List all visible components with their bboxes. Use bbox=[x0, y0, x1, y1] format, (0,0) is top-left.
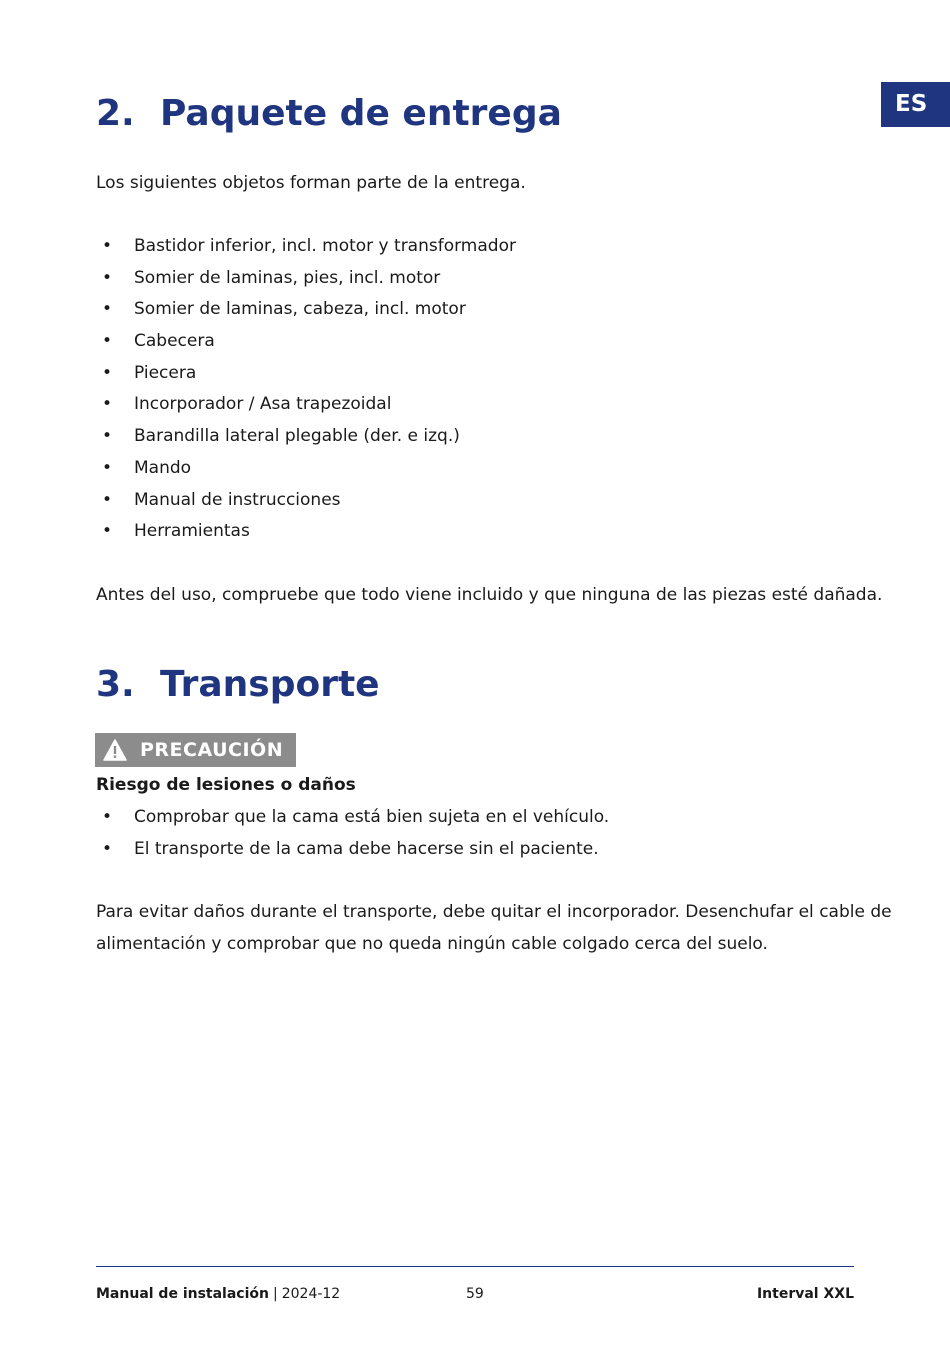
delivery-check-note: Antes del uso, compruebe que todo viene incluido y que ninguna de las piezas esté dañada. bbox=[96, 585, 883, 605]
bullet-icon: • bbox=[102, 236, 113, 256]
bullet-icon: • bbox=[102, 807, 113, 827]
footer-separator: | bbox=[273, 1286, 278, 1302]
list-item bbox=[96, 516, 516, 548]
list-item bbox=[96, 421, 516, 453]
list-item-text: Herramientas bbox=[134, 521, 250, 542]
list-item bbox=[96, 231, 516, 263]
footer-doc-info bbox=[96, 1283, 340, 1305]
section-number: 3. bbox=[96, 664, 135, 705]
bullet-icon: • bbox=[102, 426, 113, 447]
warning-triangle-icon bbox=[103, 739, 127, 761]
list-item-text: Comprobar que la cama está bien sujeta en el vehículo. bbox=[134, 807, 610, 827]
bullet-icon: • bbox=[102, 362, 113, 383]
section-heading-delivery bbox=[96, 92, 562, 136]
section-heading-transport bbox=[96, 663, 380, 707]
list-item bbox=[96, 263, 516, 295]
list-item-text: Mando bbox=[134, 457, 192, 478]
list-item-text: El transporte de la cama debe hacerse sin el paciente. bbox=[134, 838, 599, 859]
list-item-text: Barandilla lateral plegable (der. e izq.) bbox=[134, 426, 460, 447]
language-tab: ES bbox=[881, 82, 950, 127]
list-item bbox=[96, 326, 516, 358]
list-item-text: Somier de laminas, pies, incl. motor bbox=[134, 267, 441, 288]
transport-warning-list bbox=[96, 802, 609, 865]
bullet-icon: • bbox=[102, 394, 113, 415]
section-title: Transporte bbox=[160, 664, 380, 705]
bullet-icon: • bbox=[102, 331, 113, 352]
bullet-icon: • bbox=[102, 489, 113, 510]
caution-label: PRECAUCIÓN bbox=[140, 739, 284, 761]
footer-date: 2024-12 bbox=[281, 1286, 341, 1302]
list-item-text: Somier de laminas, cabeza, incl. motor bbox=[134, 299, 466, 320]
section-number: 2. bbox=[96, 93, 135, 134]
list-item bbox=[96, 802, 609, 834]
list-item bbox=[96, 294, 516, 326]
list-item-text: Incorporador / Asa trapezoidal bbox=[134, 394, 392, 415]
delivery-item-list bbox=[96, 231, 516, 548]
footer-divider bbox=[96, 1266, 854, 1267]
list-item bbox=[96, 389, 516, 421]
transport-paragraph-line: Para evitar daños durante el transporte, debe quitar el incorporador. Desenchufar el cable de bbox=[96, 902, 892, 922]
bullet-icon: • bbox=[102, 838, 113, 859]
section-title: Paquete de entrega bbox=[160, 93, 562, 134]
footer-product-name: Interval XXL bbox=[756, 1286, 854, 1302]
transport-paragraph bbox=[96, 897, 892, 960]
bullet-icon: • bbox=[102, 457, 113, 478]
list-item bbox=[96, 834, 609, 866]
footer-manual-title: Manual de instalación bbox=[96, 1286, 269, 1302]
list-item-text: Bastidor inferior, incl. motor y transformador bbox=[134, 236, 516, 256]
caution-banner bbox=[95, 733, 296, 767]
delivery-intro: Los siguientes objetos forman parte de la entrega. bbox=[96, 173, 526, 193]
list-item bbox=[96, 358, 516, 390]
bullet-icon: • bbox=[102, 267, 113, 288]
bullet-icon: • bbox=[102, 521, 113, 542]
bullet-icon: • bbox=[102, 299, 113, 320]
page-number: 59 bbox=[466, 1286, 484, 1302]
list-item-text: Piecera bbox=[134, 362, 197, 383]
transport-paragraph-line: alimentación y comprobar que no queda ningún cable colgado cerca del suelo. bbox=[96, 933, 768, 954]
list-item bbox=[96, 453, 516, 485]
risk-title: Riesgo de lesiones o daños bbox=[96, 775, 356, 795]
list-item-text: Cabecera bbox=[134, 331, 215, 352]
list-item bbox=[96, 485, 516, 517]
list-item-text: Manual de instrucciones bbox=[134, 489, 341, 510]
